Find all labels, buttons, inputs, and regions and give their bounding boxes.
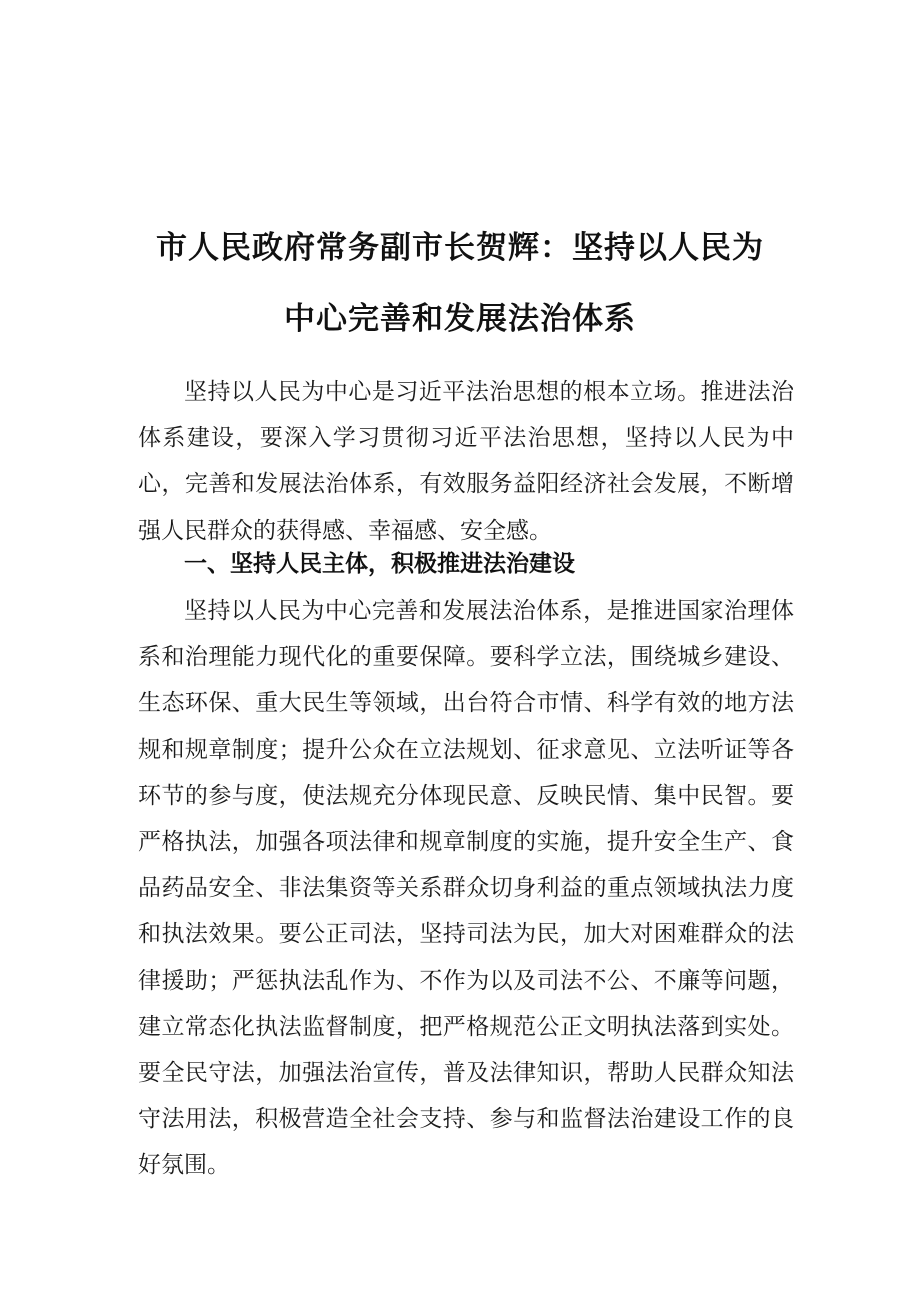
paragraph-intro: 坚持以人民为中心是习近平法治思想的根本立场。推进法治体系建设，要深入学习贯彻习近平法治思想，坚持以人民为中心，完善和发展法治体系，有效服务益阳经济社会发展，不断增强人民群众的获得感、幸福感、安全感。 — [138, 379, 794, 544]
document-title-line-2: 中心完善和发展法治体系 — [284, 301, 636, 337]
document-title-line-1: 市人民政府常务副市长贺辉：坚持以人民为 — [156, 230, 764, 266]
section-heading-1: 一、坚持人民主体，积极推进法治建设 — [184, 551, 575, 577]
paragraph-section-1: 坚持以人民为中心完善和发展法治体系，是推进国家治理体系和治理能力现代化的重要保障。要科学立法，围绕城乡建设、生态环保、重大民生等领域，出台符合市情、科学有效的地方法规和规章制度；提升公众在立法规划、征求意见、立法听证等各环节的参与度，使法规充分体现民意、反映民情、集中民智。要严格执法，加强各项法律和规章制度的实施，提升安全生产、食品药品安全、非法集资等关系群众切身利益的重点领域执法力度和执法效果。要公正司法，坚持司法为民，加大对困难群众的法律援助；严惩执法乱作为、不作为以及司法不公、不廉等问题，建立常态化执法监督制度，把严格规范公正文明执法落到实处。要全民守法，加强法治宣传，普及法律知识，帮助人民群众知法守法用法，积极营造全社会支持、参与和监督法治建设工作的良好氛围。 — [138, 598, 794, 1179]
